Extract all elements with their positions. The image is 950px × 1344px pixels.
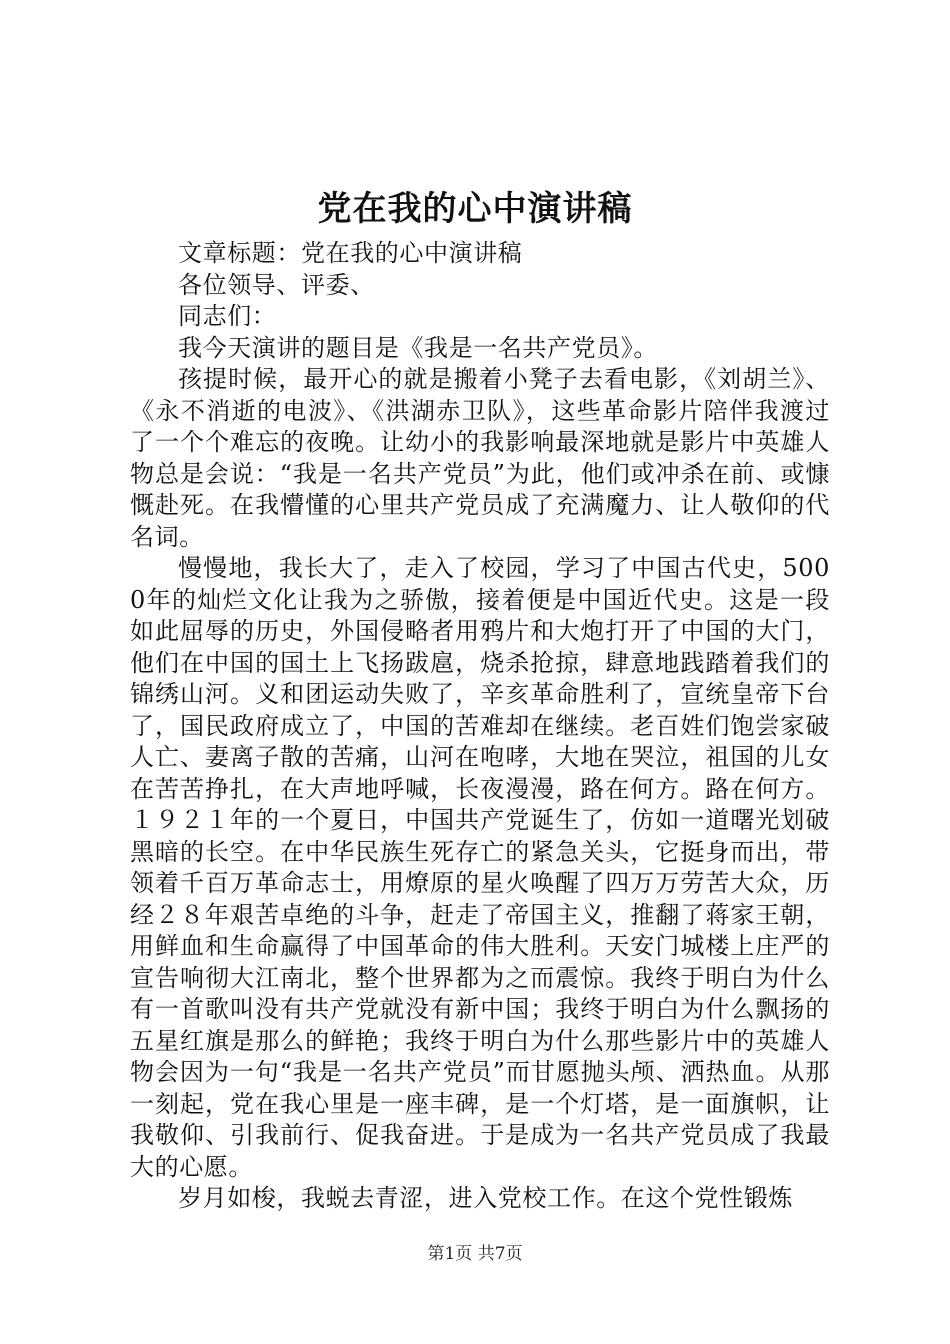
document-body: [130, 238, 830, 1215]
paragraph-childhood: 孩提时候，最开心的就是搬着小凳子去看电影，《刘胡兰》、《永不消逝的电波》、《洪湖赤卫队》，这些革命影片陪伴我渡过了一个个难忘的夜晚。让幼小的我影响最深地就是影片中英雄人物总是会说：“我是一名共产党员”为此，他们或冲杀在前、或慷慨赴死。在我懵懂的心里共产党员成了充满魔力、让人敬仰的代名词。: [130, 365, 830, 551]
paragraph-party-school: 岁月如梭，我蜕去青涩，进入党校工作。在这个党性锻炼: [178, 1184, 793, 1212]
document-title: 党在我的心中演讲稿: [317, 189, 633, 229]
page-footer: 第1页 共7页: [427, 1244, 523, 1264]
paragraph-history: 慢慢地，我长大了，走入了校园，学习了中国古代史，5000年的灿烂文化让我为之骄傲，接着便是中国近代史。这是一段如此屈辱的历史，外国侵略者用鸦片和大炮打开了中国的大门，他们在中国的国土上飞扬跋扈，烧杀抢掠，肆意地践踏着我们的锦绣山河。义和团运动失败了，辛亥革命胜利了，宣统皇帝下台了，国民政府成立了，中国的苦难却在继续。老百姓们饱尝家破人亡、妻离子散的苦痛，山河在咆哮，大地在哭泣，祖国的儿女在苦苦挣扎，在大声地呼喊，长夜漫漫，路在何方。路在何方。１９２１年的一个夏日，中国共产党诞生了，仿如一道曙光划破黑暗的长空。在中华民族生死存亡的紧急关头，它挺身而出，带领着千百万革命志士，用燎原的星火唤醒了四万万劳苦大众，历经２８年艰苦卓绝的斗争，赶走了帝国主义，推翻了蒋家王朝，用鲜血和生命赢得了中国革命的伟大胜利。天安门城楼上庄严的宣告响彻大江南北，整个世界都为之而震惊。我终于明白为什么有一首歌叫没有共产党就没有新中国；我终于明白为什么飘扬的五星红旗是那么的鲜艳；我终于明白为什么那些影片中的英雄人物会因为一句“我是一名共产党员”而甘愿抛头颅、洒热血。从那一刻起，党在我心里是一座丰碑，是一个灯塔，是一面旗帜，让我敬仰、引我前行、促我奋进。于是成为一名共产党员成了我最大的心愿。: [130, 554, 830, 1181]
salutation-leaders: 各位领导、评委、: [178, 270, 375, 299]
speech-topic: 我今天演讲的题目是《我是一名共产党员》。: [178, 333, 658, 362]
article-title-line: 文章标题：党在我的心中演讲稿: [178, 239, 523, 267]
salutation-comrades: 同志们：: [178, 302, 277, 330]
